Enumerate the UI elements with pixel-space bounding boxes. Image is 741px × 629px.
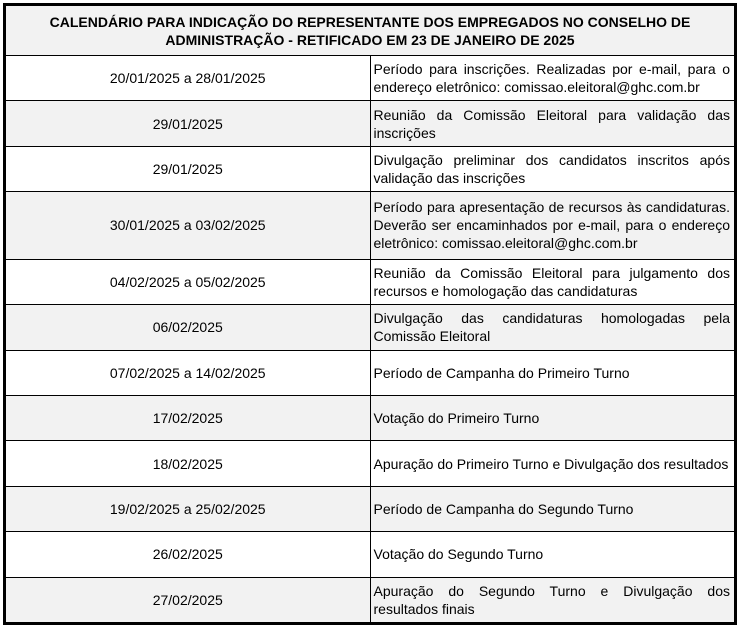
table-row — [6, 395, 735, 440]
table-header-row — [6, 6, 735, 56]
row-date: 18/02/2025 — [6, 441, 371, 486]
table-row — [6, 259, 735, 304]
table-row — [6, 532, 735, 577]
calendar-sheet — [3, 3, 737, 625]
row-description: Apuração do Primeiro Turno e Divulgação dos resultados — [370, 441, 735, 486]
row-date: 30/01/2025 a 03/02/2025 — [6, 192, 371, 260]
table-title: CALENDÁRIO PARA INDICAÇÃO DO REPRESENTANTE DOS EMPREGADOS NO CONSELHO DE ADMINISTRAÇÃO - RETIFICADO EM 23 DE JANEIRO DE 2025 — [6, 6, 735, 56]
table-row — [6, 305, 735, 350]
row-description: Período de Campanha do Segundo Turno — [370, 486, 735, 531]
table-row — [6, 146, 735, 191]
row-description: Divulgação das candidaturas homologadas pela Comissão Eleitoral — [370, 305, 735, 350]
row-description: Votação do Segundo Turno — [370, 532, 735, 577]
row-description: Apuração do Segundo Turno e Divulgação dos resultados finais — [370, 577, 735, 623]
row-description: Período de Campanha do Primeiro Turno — [370, 350, 735, 395]
table-row — [6, 56, 735, 101]
row-date: 04/02/2025 a 05/02/2025 — [6, 259, 371, 304]
row-date: 20/01/2025 a 28/01/2025 — [6, 56, 371, 101]
row-description: Reunião da Comissão Eleitoral para julgamento dos recursos e homologação das candidaturas — [370, 259, 735, 304]
table-row — [6, 350, 735, 395]
table-row — [6, 101, 735, 146]
table-row — [6, 441, 735, 486]
row-date: 19/02/2025 a 25/02/2025 — [6, 486, 371, 531]
row-date: 29/01/2025 — [6, 101, 371, 146]
row-date: 07/02/2025 a 14/02/2025 — [6, 350, 371, 395]
calendar-table — [5, 5, 735, 623]
table-row — [6, 192, 735, 260]
row-description: Período para apresentação de recursos às candidaturas. Deverão ser encaminhados por e-mail, para o endereço eletrônico: comissao.eleitoral@ghc.com.br — [370, 192, 735, 260]
row-date: 17/02/2025 — [6, 395, 371, 440]
row-date: 29/01/2025 — [6, 146, 371, 191]
row-description: Período para inscrições. Realizadas por e-mail, para o endereço eletrônico: comissao.eleitoral@ghc.com.br — [370, 56, 735, 101]
row-date: 06/02/2025 — [6, 305, 371, 350]
row-date: 27/02/2025 — [6, 577, 371, 623]
table-row — [6, 577, 735, 623]
row-description: Divulgação preliminar dos candidatos inscritos após validação das inscrições — [370, 146, 735, 191]
row-description: Reunião da Comissão Eleitoral para validação das inscrições — [370, 101, 735, 146]
row-description: Votação do Primeiro Turno — [370, 395, 735, 440]
row-date: 26/02/2025 — [6, 532, 371, 577]
table-row — [6, 486, 735, 531]
